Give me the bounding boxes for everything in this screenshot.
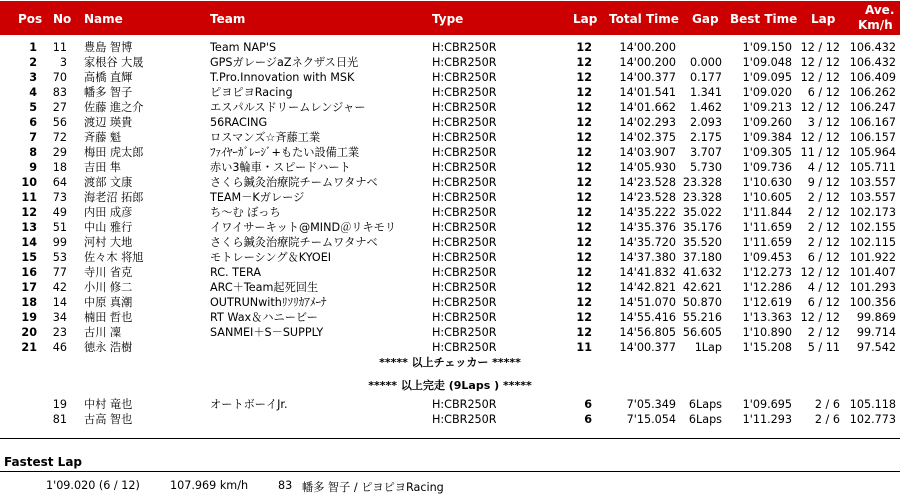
result-speed: 105.711 [849, 161, 896, 174]
result-no: 49 [52, 206, 67, 219]
result-speed: 100.356 [849, 296, 896, 309]
result-total-time: 14'02.293 [619, 116, 676, 129]
result-name: 中山 雅行 [84, 221, 133, 234]
result-best-lap: 2 / 6 [814, 398, 840, 411]
result-best-lap: 12 / 12 [800, 266, 840, 279]
result-total-time: 14'23.528 [619, 176, 676, 189]
result-best-lap: 12 / 12 [800, 311, 840, 324]
table-row [0, 55, 900, 70]
result-pos: 19 [21, 311, 37, 324]
result-speed: 102.155 [849, 221, 896, 234]
result-best-lap: 12 / 12 [800, 41, 840, 54]
result-name: 小川 修二 [84, 281, 133, 294]
result-team: GPSガレージaZネクザス日光 [210, 56, 359, 69]
result-no: 23 [52, 326, 67, 339]
result-type: H:CBR250R [432, 206, 497, 219]
result-gap: 35.022 [682, 206, 722, 219]
table-row [0, 397, 900, 412]
result-laps: 12 [576, 326, 592, 339]
result-no: 70 [52, 71, 67, 84]
result-name: 渡辺 瑛貴 [84, 116, 133, 129]
result-name: 海老沼 拓郎 [84, 191, 144, 204]
result-pos: 15 [21, 251, 37, 264]
result-team: 56RACING [210, 116, 268, 129]
result-team: RC. TERA [210, 266, 262, 279]
result-team: TEAM－Kガレージ [210, 191, 305, 204]
result-laps: 12 [576, 101, 592, 114]
result-type: H:CBR250R [432, 131, 497, 144]
result-team: ARC＋Team起死回生 [210, 281, 319, 294]
header-best-lap: Lap [811, 12, 836, 26]
result-no: 3 [59, 56, 67, 69]
result-best-time: 1'12.273 [742, 266, 792, 279]
result-name: 中村 竜也 [84, 398, 133, 411]
result-laps: 6 [584, 413, 592, 426]
result-total-time: 14'37.380 [619, 251, 676, 264]
result-no: 46 [52, 341, 67, 354]
fastest-lap-rider: 幡多 智子 / ピヨピヨRacing [302, 481, 444, 494]
result-best-time: 1'09.695 [742, 398, 792, 411]
result-pos: 3 [29, 71, 37, 84]
table-row [0, 235, 900, 250]
result-type: H:CBR250R [432, 71, 497, 84]
table-row [0, 412, 900, 427]
result-team: OUTRUNwithﾘｿﾘｶｱﾒｰﾅ [210, 296, 327, 309]
result-no: 11 [52, 41, 67, 54]
table-row [0, 250, 900, 265]
table-row [0, 160, 900, 175]
result-name: 古高 智也 [84, 413, 133, 426]
table-row [0, 325, 900, 340]
result-laps: 12 [576, 221, 592, 234]
result-pos: 5 [29, 101, 37, 114]
result-pos: 7 [29, 131, 37, 144]
table-row [0, 40, 900, 55]
result-total-time: 14'41.832 [619, 266, 676, 279]
result-pos: 18 [21, 296, 37, 309]
table-row [0, 85, 900, 100]
table-row [0, 175, 900, 190]
result-laps: 12 [576, 161, 592, 174]
header-speed-bottom: Km/h [858, 18, 893, 32]
result-best-time: 1'09.453 [742, 251, 792, 264]
result-laps: 12 [576, 191, 592, 204]
result-team: 赤い3輪車・スピードハート [210, 161, 351, 174]
table-row [0, 295, 900, 310]
result-best-time: 1'09.213 [742, 101, 792, 114]
result-laps: 12 [576, 206, 592, 219]
result-best-lap: 6 / 12 [807, 86, 840, 99]
result-type: H:CBR250R [432, 236, 497, 249]
result-no: 72 [52, 131, 67, 144]
result-best-lap: 3 / 12 [807, 116, 840, 129]
result-laps: 12 [576, 311, 592, 324]
result-type: H:CBR250R [432, 56, 497, 69]
result-laps: 12 [576, 296, 592, 309]
result-team: イワイサーキット@MIND＠リキモリ [210, 221, 397, 234]
result-laps: 12 [576, 281, 592, 294]
table-row [0, 70, 900, 85]
result-name: 楠田 哲也 [84, 311, 133, 324]
result-best-time: 1'09.020 [742, 86, 792, 99]
result-best-lap: 4 / 12 [807, 161, 840, 174]
result-best-time: 1'13.363 [742, 311, 792, 324]
result-name: 渡部 文康 [84, 176, 133, 189]
header-best-time: Best Time [730, 12, 798, 26]
header-team: Team [210, 12, 246, 26]
result-name: 河村 大地 [84, 236, 133, 249]
result-best-time: 1'10.630 [742, 176, 792, 189]
result-gap: 41.632 [682, 266, 722, 279]
result-name: 豊島 智博 [84, 41, 133, 54]
result-name: 中原 真潮 [84, 296, 133, 309]
result-best-time: 1'10.890 [742, 326, 792, 339]
result-pos: 6 [29, 116, 37, 129]
result-type: H:CBR250R [432, 161, 497, 174]
result-best-lap: 6 / 12 [807, 251, 840, 264]
result-gap: 5.730 [689, 161, 722, 174]
result-laps: 12 [576, 116, 592, 129]
result-best-time: 1'09.150 [742, 41, 792, 54]
result-total-time: 14'00.200 [619, 56, 676, 69]
result-name: 寺川 省克 [84, 266, 133, 279]
result-no: 19 [52, 398, 67, 411]
result-pos: 1 [29, 41, 37, 54]
result-type: H:CBR250R [432, 101, 497, 114]
result-best-lap: 2 / 12 [807, 221, 840, 234]
result-type: H:CBR250R [432, 176, 497, 189]
result-no: 73 [52, 191, 67, 204]
result-best-lap: 11 / 12 [800, 146, 840, 159]
result-total-time: 14'01.662 [619, 101, 676, 114]
result-laps: 12 [576, 131, 592, 144]
result-total-time: 14'00.377 [619, 341, 676, 354]
result-total-time: 14'00.200 [619, 41, 676, 54]
result-total-time: 14'03.907 [619, 146, 676, 159]
result-total-time: 14'56.805 [619, 326, 676, 339]
result-gap: 35.176 [682, 221, 722, 234]
result-type: H:CBR250R [432, 86, 497, 99]
result-name: 高橋 直輝 [84, 71, 133, 84]
result-best-time: 1'11.844 [742, 206, 792, 219]
fastest-lap-title: Fastest Lap [4, 455, 82, 469]
result-total-time: 14'35.222 [619, 206, 676, 219]
header-lap: Lap [573, 12, 598, 26]
result-name: 吉田 隼 [84, 161, 122, 174]
header-gap: Gap [692, 12, 719, 26]
result-best-lap: 9 / 12 [807, 176, 840, 189]
fastest-lap-no: 83 [278, 479, 293, 492]
result-team: エスパルスドリームレンジャー [210, 101, 366, 114]
result-pos: 14 [21, 236, 37, 249]
result-best-lap: 2 / 12 [807, 206, 840, 219]
result-name: 家根谷 大晟 [84, 56, 144, 69]
result-best-lap: 4 / 12 [807, 281, 840, 294]
result-type: H:CBR250R [432, 341, 497, 354]
table-row [0, 205, 900, 220]
checker-note: ***** 以上チェッカー ***** [379, 356, 521, 369]
result-pos: 4 [29, 86, 37, 99]
result-type: H:CBR250R [432, 251, 497, 264]
result-team: SANMEI＋S－SUPPLY [210, 326, 324, 339]
result-no: 77 [52, 266, 67, 279]
result-laps: 12 [576, 146, 592, 159]
result-laps: 12 [576, 251, 592, 264]
result-gap: 56.605 [682, 326, 722, 339]
result-best-time: 1'12.619 [742, 296, 792, 309]
result-best-lap: 2 / 12 [807, 191, 840, 204]
table-row [0, 130, 900, 145]
result-speed: 99.714 [856, 326, 896, 339]
unclassified-table [0, 397, 900, 427]
results-table [0, 40, 900, 355]
result-speed: 102.173 [849, 206, 896, 219]
header-pos: Pos [18, 12, 43, 26]
result-best-lap: 12 / 12 [800, 101, 840, 114]
result-total-time: 14'01.541 [619, 86, 676, 99]
result-best-time: 1'09.260 [742, 116, 792, 129]
fastest-lap-speed: 107.969 km/h [170, 479, 249, 492]
result-gap: 0.000 [689, 56, 722, 69]
result-total-time: 14'02.375 [619, 131, 676, 144]
result-gap: 2.175 [689, 131, 722, 144]
result-best-time: 1'09.095 [742, 71, 792, 84]
result-laps: 12 [576, 41, 592, 54]
result-type: H:CBR250R [432, 116, 497, 129]
result-pos: 17 [21, 281, 37, 294]
result-gap: 0.177 [689, 71, 722, 84]
result-laps: 12 [576, 236, 592, 249]
result-best-lap: 2 / 12 [807, 236, 840, 249]
result-best-time: 1'10.605 [742, 191, 792, 204]
result-total-time: 14'00.377 [619, 71, 676, 84]
result-name: 徳永 浩樹 [84, 341, 133, 354]
result-speed: 101.407 [849, 266, 896, 279]
result-pos: 13 [21, 221, 37, 234]
result-laps: 6 [584, 398, 592, 411]
result-speed: 99.869 [856, 311, 896, 324]
table-row [0, 220, 900, 235]
result-type: H:CBR250R [432, 398, 497, 411]
result-team: T.Pro.Innovation with MSK [210, 71, 355, 84]
result-no: 29 [52, 146, 67, 159]
result-laps: 12 [576, 56, 592, 69]
result-name: 内田 成彦 [84, 206, 133, 219]
result-gap: 50.870 [682, 296, 722, 309]
result-total-time: 14'42.821 [619, 281, 676, 294]
result-name: 佐々木 将旭 [84, 251, 144, 264]
result-best-lap: 5 / 11 [807, 341, 840, 354]
result-best-time: 1'11.293 [742, 413, 792, 426]
result-speed: 106.432 [849, 56, 896, 69]
result-total-time: 14'05.930 [619, 161, 676, 174]
result-best-time: 1'11.659 [742, 221, 792, 234]
result-team: さくら鍼灸治療院チームワタナベ [210, 236, 378, 249]
result-best-time: 1'11.659 [742, 236, 792, 249]
result-best-time: 1'09.305 [742, 146, 792, 159]
result-no: 14 [52, 296, 67, 309]
result-speed: 106.167 [849, 116, 896, 129]
result-pos: 10 [21, 176, 37, 189]
fastest-lap-divider [0, 438, 900, 439]
result-best-time: 1'12.286 [742, 281, 792, 294]
result-speed: 103.557 [849, 176, 896, 189]
header-name: Name [84, 12, 123, 26]
result-no: 99 [52, 236, 67, 249]
result-no: 56 [52, 116, 67, 129]
result-speed: 102.115 [849, 236, 896, 249]
result-pos: 8 [29, 146, 37, 159]
fastest-lap-rule [0, 471, 900, 472]
result-type: H:CBR250R [432, 413, 497, 426]
result-laps: 12 [576, 266, 592, 279]
result-gap: 1.462 [689, 101, 722, 114]
result-best-lap: 12 / 12 [800, 56, 840, 69]
result-best-time: 1'09.048 [742, 56, 792, 69]
result-team: ﾌｧｲﾔｰｶﾞﾚｰｼﾞ+もたい設備工業 [210, 146, 360, 159]
result-speed: 101.922 [849, 251, 896, 264]
result-type: H:CBR250R [432, 266, 497, 279]
result-no: 34 [52, 311, 67, 324]
result-team: Team NAP'S [210, 41, 277, 54]
result-no: 18 [52, 161, 67, 174]
result-total-time: 7'15.054 [626, 413, 676, 426]
result-speed: 105.964 [849, 146, 896, 159]
result-team: RT Wax＆ハニービー [210, 311, 318, 324]
result-gap: 6Laps [688, 413, 722, 426]
table-row [0, 310, 900, 325]
result-laps: 12 [576, 71, 592, 84]
result-pos: 21 [21, 341, 37, 354]
header-no: No [53, 12, 72, 26]
result-team: オートボーイJr. [210, 398, 288, 411]
result-no: 51 [52, 221, 67, 234]
result-gap: 42.621 [682, 281, 722, 294]
result-best-lap: 6 / 12 [807, 296, 840, 309]
result-type: H:CBR250R [432, 296, 497, 309]
table-row [0, 115, 900, 130]
result-speed: 106.432 [849, 41, 896, 54]
result-type: H:CBR250R [432, 326, 497, 339]
result-best-lap: 12 / 12 [800, 131, 840, 144]
result-gap: 6Laps [688, 398, 722, 411]
result-team: モトレーシング＆KYOEI [210, 251, 332, 264]
result-name: 斉藤 魁 [84, 131, 122, 144]
result-gap: 1Lap [694, 341, 722, 354]
result-no: 83 [52, 86, 67, 99]
results-header [0, 1, 900, 35]
result-no: 64 [52, 176, 67, 189]
result-gap: 3.707 [689, 146, 722, 159]
result-team: ち～む ぼっち [210, 206, 281, 219]
result-type: H:CBR250R [432, 191, 497, 204]
table-row [0, 100, 900, 115]
result-speed: 106.157 [849, 131, 896, 144]
result-team: ロスマンズ☆斉藤工業 [210, 131, 321, 144]
header-total-time: Total Time [609, 12, 679, 26]
result-name: 佐藤 進之介 [84, 101, 144, 114]
result-no: 42 [52, 281, 67, 294]
result-no: 53 [52, 251, 67, 264]
result-speed: 105.118 [849, 398, 896, 411]
result-best-time: 1'09.736 [742, 161, 792, 174]
result-no: 27 [52, 101, 67, 114]
result-best-time: 1'09.384 [742, 131, 792, 144]
result-gap: 1.341 [689, 86, 722, 99]
header-type: Type [432, 12, 464, 26]
result-gap: 23.328 [682, 191, 722, 204]
result-name: 古川 凜 [84, 326, 122, 339]
fastest-lap-time: 1'09.020 (6 / 12) [46, 479, 140, 492]
result-gap: 35.520 [682, 236, 722, 249]
result-speed: 97.542 [856, 341, 896, 354]
result-best-time: 1'15.208 [742, 341, 792, 354]
finish-note: ***** 以上完走 (9Laps ) ***** [368, 379, 532, 392]
result-type: H:CBR250R [432, 221, 497, 234]
result-pos: 16 [21, 266, 37, 279]
result-type: H:CBR250R [432, 41, 497, 54]
table-row [0, 265, 900, 280]
result-pos: 20 [21, 326, 37, 339]
result-laps: 12 [576, 86, 592, 99]
table-row [0, 145, 900, 160]
result-gap: 23.328 [682, 176, 722, 189]
result-pos: 12 [21, 206, 37, 219]
result-speed: 103.557 [849, 191, 896, 204]
result-speed: 106.262 [849, 86, 896, 99]
result-laps: 12 [576, 176, 592, 189]
table-row [0, 340, 900, 355]
result-gap: 2.093 [689, 116, 722, 129]
result-type: H:CBR250R [432, 281, 497, 294]
result-total-time: 14'35.376 [619, 221, 676, 234]
result-type: H:CBR250R [432, 311, 497, 324]
result-speed: 106.409 [849, 71, 896, 84]
result-total-time: 14'55.416 [619, 311, 676, 324]
result-team: ピヨピヨRacing [210, 86, 293, 99]
result-gap: 55.216 [682, 311, 722, 324]
result-gap: 37.180 [682, 251, 722, 264]
result-pos: 11 [21, 191, 37, 204]
result-total-time: 14'35.720 [619, 236, 676, 249]
result-no: 81 [52, 413, 67, 426]
result-speed: 102.773 [849, 413, 896, 426]
result-best-lap: 2 / 6 [814, 413, 840, 426]
result-best-lap: 12 / 12 [800, 71, 840, 84]
result-best-lap: 2 / 12 [807, 326, 840, 339]
result-speed: 106.247 [849, 101, 896, 114]
result-laps: 11 [576, 341, 592, 354]
result-type: H:CBR250R [432, 146, 497, 159]
header-speed-top: Ave. [865, 3, 895, 17]
result-name: 梅田 虎太郎 [84, 146, 144, 159]
result-total-time: 14'51.070 [619, 296, 676, 309]
result-name: 幡多 智子 [84, 86, 133, 99]
result-team: さくら鍼灸治療院チームワタナベ [210, 176, 378, 189]
table-row [0, 280, 900, 295]
result-total-time: 7'05.349 [626, 398, 676, 411]
table-row [0, 190, 900, 205]
result-total-time: 14'23.528 [619, 191, 676, 204]
result-speed: 101.293 [849, 281, 896, 294]
result-pos: 9 [29, 161, 37, 174]
result-pos: 2 [29, 56, 37, 69]
